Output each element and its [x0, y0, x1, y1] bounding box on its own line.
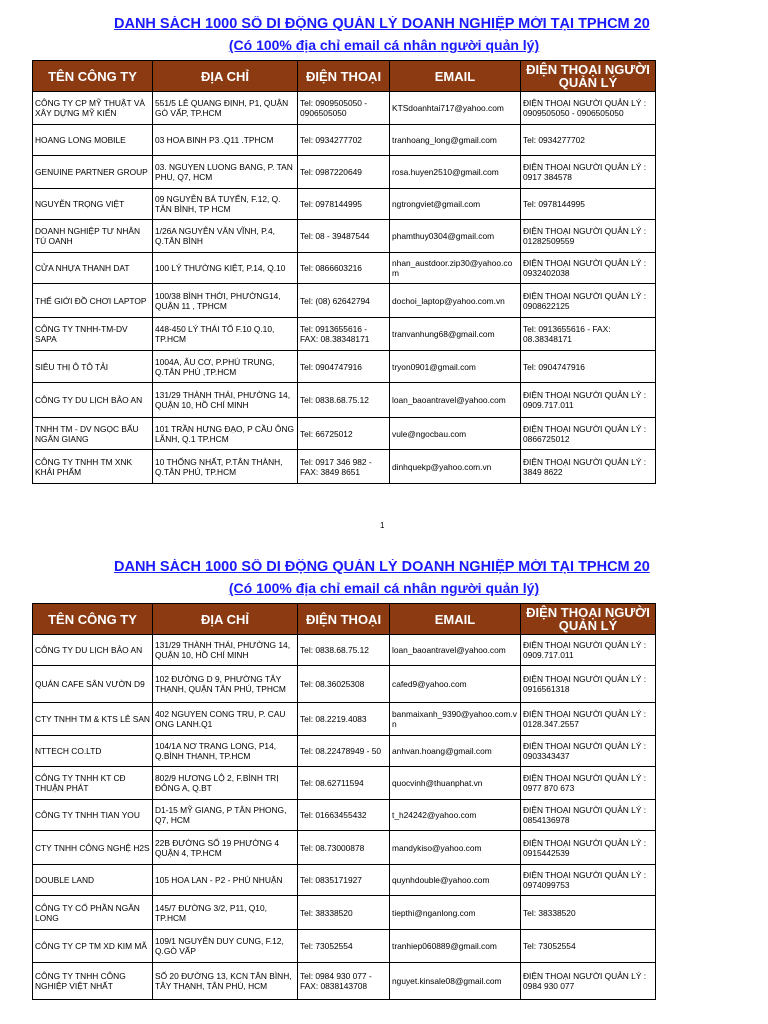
table-row — [33, 284, 656, 318]
table-row — [33, 635, 656, 666]
address-cell: 03 HOA BINH P3 .Q11 .TPHCM — [153, 125, 298, 156]
address-cell: 10 THỐNG NHẤT, P.TÂN THÀNH, Q.TÂN PHÚ, TP.HCM — [153, 450, 298, 484]
address-cell: 802/9 HƯƠNG LỘ 2, F.BÌNH TRỊ ĐÔNG A, Q.BT — [153, 767, 298, 800]
table-row — [33, 450, 656, 484]
phone-cell: Tel: 01663455432 — [298, 800, 390, 831]
table-row — [33, 736, 656, 767]
column-header: ĐIỆN THOẠI NGƯỜI QUẢN LÝ — [521, 61, 656, 92]
address-cell: 100/38 BÌNH THỚI, PHƯỜNG14, QUẬN 11 , TPHCM — [153, 284, 298, 318]
email-cell: ngtrongviet@gmail.com — [390, 189, 521, 220]
phone-cell: Tel: 0838.68.75.12 — [298, 383, 390, 418]
manager-phone-cell: ĐIỆN THOẠI NGƯỜI QUẢN LÝ : 0866725012 — [521, 418, 656, 450]
manager-phone-cell: ĐIỆN THOẠI NGƯỜI QUẢN LÝ : 0916561318 — [521, 666, 656, 703]
company-name-cell: NGUYỄN TRỌNG VIỆT — [33, 189, 153, 220]
table-row — [33, 92, 656, 125]
address-cell: 09 NGUYỄN BÁ TUYỂN, F.12, Q. TÂN BÌNH, TP HCM — [153, 189, 298, 220]
address-cell: 109/1 NGUYỄN DUY CUNG, F.12, Q.GÒ VẤP — [153, 930, 298, 963]
table-header-row — [33, 61, 656, 92]
email-cell: nguyet.kinsale08@gmail.com — [390, 963, 521, 1000]
column-header: TÊN CÔNG TY — [33, 61, 153, 92]
manager-phone-cell: Tel: 0913655616 - FAX: 08.38348171 — [521, 318, 656, 351]
company-table — [32, 60, 656, 484]
email-cell: nhan_austdoor.zip30@yahoo.com — [390, 253, 521, 284]
page-subtitle: (Có 100% địa chỉ email cá nhân người quản lý) — [228, 37, 540, 53]
column-header: ĐIỆN THOẠI — [298, 61, 390, 92]
manager-phone-cell: ĐIỆN THOẠI NGƯỜI QUẢN LÝ : 0854136978 — [521, 800, 656, 831]
phone-cell: Tel: 08.2219.4083 — [298, 703, 390, 736]
column-header: ĐIỆN THOẠI NGƯỜI QUẢN LÝ — [521, 604, 656, 635]
phone-cell: Tel: 08 - 39487544 — [298, 220, 390, 253]
email-cell: cafed9@yahoo.com — [390, 666, 521, 703]
address-cell: 448-450 LÝ THÁI TỔ F.10 Q.10, TP.HCM — [153, 318, 298, 351]
email-cell: tiepthi@nganlong.com — [390, 896, 521, 930]
address-cell: 03. NGUYEN LUONG BANG, P. TAN PHU, Q7, HCM — [153, 156, 298, 189]
table-row — [33, 383, 656, 418]
manager-phone-cell: ĐIỆN THOẠI NGƯỜI QUẢN LÝ : 0977 870 673 — [521, 767, 656, 800]
manager-phone-cell: ĐIỆN THOẠI NGƯỜI QUẢN LÝ : 0909.717.011 — [521, 383, 656, 418]
table-header-row — [33, 604, 656, 635]
email-cell: dochoi_laptop@yahoo.com.vn — [390, 284, 521, 318]
manager-phone-cell: ĐIỆN THOẠI NGƯỜI QUẢN LÝ : 3849 8622 — [521, 450, 656, 484]
manager-phone-cell: ĐIỆN THOẠI NGƯỜI QUẢN LÝ : 0915442539 — [521, 831, 656, 865]
phone-cell: Tel: 08.62711594 — [298, 767, 390, 800]
table-row — [33, 767, 656, 800]
manager-phone-cell: Tel: 38338520 — [521, 896, 656, 930]
phone-cell: Tel: 66725012 — [298, 418, 390, 450]
address-cell: 402 NGUYEN CONG TRU, P. CAU ONG LANH.Q1 — [153, 703, 298, 736]
table-row — [33, 666, 656, 703]
address-cell: 1004A, ÂU CƠ, P.PHÚ TRUNG, Q.TÂN PHÚ ,TP.HCM — [153, 351, 298, 383]
manager-phone-cell: ĐIỆN THOẠI NGƯỜI QUẢN LÝ : 0903343437 — [521, 736, 656, 767]
table-row — [33, 963, 656, 1000]
phone-cell: Tel: 08.36025308 — [298, 666, 390, 703]
address-cell: 102 ĐƯỜNG D 9, PHƯỜNG TÂY THẠNH, QUẬN TÂN PHÚ, TPHCM — [153, 666, 298, 703]
email-cell: KTSdoanhtai717@yahoo.com — [390, 92, 521, 125]
phone-cell: Tel: (08) 62642794 — [298, 284, 390, 318]
table-row — [33, 831, 656, 865]
address-cell: 131/29 THÀNH THÁI, PHƯỜNG 14, QUẬN 10, HỒ CHÍ MINH — [153, 383, 298, 418]
manager-phone-cell: ĐIỆN THOẠI NGƯỜI QUẢN LÝ : 0974099753 — [521, 865, 656, 896]
company-name-cell: CÔNG TY TNHH TIAN YOU — [33, 800, 153, 831]
company-name-cell: HOANG LONG MOBILE — [33, 125, 153, 156]
company-name-cell: GENUINE PARTNER GROUP — [33, 156, 153, 189]
table-row — [33, 351, 656, 383]
table-row — [33, 896, 656, 930]
company-name-cell: CÔNG TY CỔ PHẦN NGÂN LONG — [33, 896, 153, 930]
table-row — [33, 418, 656, 450]
page-title: DANH SÁCH 1000 SỐ DI ĐỘNG QUẢN LÝ DOANH NGHIỆP MỚI TẠI TPHCM 20 — [114, 559, 650, 575]
email-cell: mandykiso@yahoo.com — [390, 831, 521, 865]
manager-phone-cell: ĐIỆN THOẠI NGƯỜI QUẢN LÝ : 0984 930 077 — [521, 963, 656, 1000]
address-cell: 22B ĐƯỜNG SỐ 19 PHƯỜNG 4 QUẬN 4, TP.HCM — [153, 831, 298, 865]
address-cell: D1-15 MỸ GIANG, P TÂN PHONG, Q7, HCM — [153, 800, 298, 831]
email-cell: loan_baoantravel@yahoo.com — [390, 383, 521, 418]
company-name-cell: TNHH TM - DV NGỌC BẤU NGÂN GIANG — [33, 418, 153, 450]
phone-cell: Tel: 0909505050 - 0906505050 — [298, 92, 390, 125]
table-row — [33, 156, 656, 189]
page-title: DANH SÁCH 1000 SỐ DI ĐỘNG QUẢN LÝ DOANH NGHIỆP MỚI TẠI TPHCM 20 — [114, 16, 650, 32]
column-header: ĐIỆN THOẠI — [298, 604, 390, 635]
company-name-cell: CÔNG TY DU LỊCH BẢO AN — [33, 383, 153, 418]
email-cell: quocvinh@thuanphat.vn — [390, 767, 521, 800]
phone-cell: Tel: 08.22478949 - 50 — [298, 736, 390, 767]
column-header: ĐỊA CHỈ — [153, 61, 298, 92]
manager-phone-cell: ĐIỆN THOẠI NGƯỜI QUẢN LÝ : 01282509559 — [521, 220, 656, 253]
address-cell: 101 TRẦN HƯNG ĐẠO, P CẦU ÔNG LÃNH, Q.1 TP.HCM — [153, 418, 298, 450]
email-cell: anhvan.hoang@gmail.com — [390, 736, 521, 767]
company-name-cell: CÔNG TY TNHH KT CĐ THUẬN PHÁT — [33, 767, 153, 800]
table-row — [33, 800, 656, 831]
email-cell: banmaixanh_9390@yahoo.com.vn — [390, 703, 521, 736]
manager-phone-cell: ĐIỆN THOẠI NGƯỜI QUẢN LÝ : 0917 384578 — [521, 156, 656, 189]
manager-phone-cell: ĐIỆN THOẠI NGƯỜI QUẢN LÝ : 0909.717.011 — [521, 635, 656, 666]
email-cell: phamthuy0304@gmail.com — [390, 220, 521, 253]
address-cell: 1/26A NGUYỄN VĂN VĨNH, P.4, Q.TÂN BÌNH — [153, 220, 298, 253]
phone-cell: Tel: 0913655616 - FAX: 08.38348171 — [298, 318, 390, 351]
phone-cell: Tel: 73052554 — [298, 930, 390, 963]
email-cell: tryon0901@gmail.com — [390, 351, 521, 383]
company-name-cell: CÔNG TY TNHH-TM-DV SAPA — [33, 318, 153, 351]
table-row — [33, 189, 656, 220]
phone-cell: Tel: 0987220649 — [298, 156, 390, 189]
column-header: EMAIL — [390, 61, 521, 92]
phone-cell: Tel: 08.73000878 — [298, 831, 390, 865]
company-name-cell: CÔNG TY DU LỊCH BẢO AN — [33, 635, 153, 666]
company-name-cell: CÔNG TY CP MỸ THUẬT VÀ XÂY DỰNG MỸ KIẾN — [33, 92, 153, 125]
address-cell: 100 LÝ THƯỜNG KIỆT, P.14, Q.10 — [153, 253, 298, 284]
email-cell: tranhoang_long@gmail.com — [390, 125, 521, 156]
phone-cell: Tel: 0934277702 — [298, 125, 390, 156]
phone-cell: Tel: 0984 930 077 - FAX: 0838143708 — [298, 963, 390, 1000]
email-cell: tranhiep060889@gmail.com — [390, 930, 521, 963]
page-subtitle: (Có 100% địa chỉ email cá nhân người quản lý) — [228, 580, 540, 596]
company-name-cell: QUÁN CAFE SÂN VƯỜN D9 — [33, 666, 153, 703]
manager-phone-cell: Tel: 0934277702 — [521, 125, 656, 156]
table-row — [33, 865, 656, 896]
phone-cell: Tel: 0978144995 — [298, 189, 390, 220]
phone-cell: Tel: 0866603216 — [298, 253, 390, 284]
phone-cell: Tel: 0917 346 982 - FAX: 3849 8651 — [298, 450, 390, 484]
manager-phone-cell: ĐIỆN THOẠI NGƯỜI QUẢN LÝ : 0128.347.2557 — [521, 703, 656, 736]
column-header: EMAIL — [390, 604, 521, 635]
table-row — [33, 318, 656, 351]
company-name-cell: CỬA NHỰA THANH DAT — [33, 253, 153, 284]
phone-cell: Tel: 38338520 — [298, 896, 390, 930]
column-header: ĐỊA CHỈ — [153, 604, 298, 635]
email-cell: tranvanhung68@gmail.com — [390, 318, 521, 351]
table-row — [33, 125, 656, 156]
phone-cell: Tel: 0838.68.75.12 — [298, 635, 390, 666]
company-name-cell: DOANH NGHIỆP TƯ NHÂN TÚ OANH — [33, 220, 153, 253]
company-name-cell: CÔNG TY TNHH CÔNG NGHIỆP VIỆT NHẤT — [33, 963, 153, 1000]
company-name-cell: DOUBLE LAND — [33, 865, 153, 896]
address-cell: 551/5 LÊ QUANG ĐỊNH, P1, QUẬN GÒ VẤP, TP.HCM — [153, 92, 298, 125]
company-name-cell: CÔNG TY TNHH TM XNK KHẢI PHẨM — [33, 450, 153, 484]
manager-phone-cell: Tel: 0978144995 — [521, 189, 656, 220]
address-cell: 145/7 ĐƯỜNG 3/2, P11, Q10, TP.HCM — [153, 896, 298, 930]
company-name-cell: NTTECH CO.LTD — [33, 736, 153, 767]
page-number: 1 — [380, 521, 385, 530]
email-cell: loan_baoantravel@yahoo.com — [390, 635, 521, 666]
address-cell: 104/1A NƠ TRANG LONG, P14, Q.BÌNH THẠNH, TP.HCM — [153, 736, 298, 767]
company-name-cell: CTY TNHH CÔNG NGHỆ H2S — [33, 831, 153, 865]
table-row — [33, 253, 656, 284]
company-name-cell: CTY TNHH TM & KTS LÊ SAN — [33, 703, 153, 736]
table-row — [33, 703, 656, 736]
address-cell: SỐ 20 ĐƯỜNG 13, KCN TÂN BÌNH, TÂY THẠNH, TÂN PHÚ, HCM — [153, 963, 298, 1000]
address-cell: 105 HOA LAN - P2 - PHÚ NHUẬN — [153, 865, 298, 896]
address-cell: 131/29 THÀNH THÁI, PHƯỜNG 14, QUẬN 10, HỒ CHÍ MINH — [153, 635, 298, 666]
company-name-cell: CÔNG TY CP TM XD KIM MÃ — [33, 930, 153, 963]
company-name-cell: THẾ GIỚI ĐỒ CHƠI LAPTOP — [33, 284, 153, 318]
table-row — [33, 930, 656, 963]
email-cell: rosa.huyen2510@gmail.com — [390, 156, 521, 189]
company-table — [32, 603, 656, 1000]
manager-phone-cell: Tel: 73052554 — [521, 930, 656, 963]
company-name-cell: SIÊU THỊ Ô TÔ TẢI — [33, 351, 153, 383]
manager-phone-cell: ĐIỆN THOẠI NGƯỜI QUẢN LÝ : 0909505050 - 0906505050 — [521, 92, 656, 125]
table-row — [33, 220, 656, 253]
column-header: TÊN CÔNG TY — [33, 604, 153, 635]
manager-phone-cell: ĐIỆN THOẠI NGƯỜI QUẢN LÝ : 0932402038 — [521, 253, 656, 284]
manager-phone-cell: ĐIỆN THOẠI NGƯỜI QUẢN LÝ : 0908622125 — [521, 284, 656, 318]
phone-cell: Tel: 0904747916 — [298, 351, 390, 383]
email-cell: t_h24242@yahoo.com — [390, 800, 521, 831]
manager-phone-cell: Tel: 0904747916 — [521, 351, 656, 383]
phone-cell: Tel: 0835171927 — [298, 865, 390, 896]
email-cell: quynhdouble@yahoo.com — [390, 865, 521, 896]
email-cell: vule@ngocbau.com — [390, 418, 521, 450]
email-cell: dinhquekp@yahoo.com.vn — [390, 450, 521, 484]
